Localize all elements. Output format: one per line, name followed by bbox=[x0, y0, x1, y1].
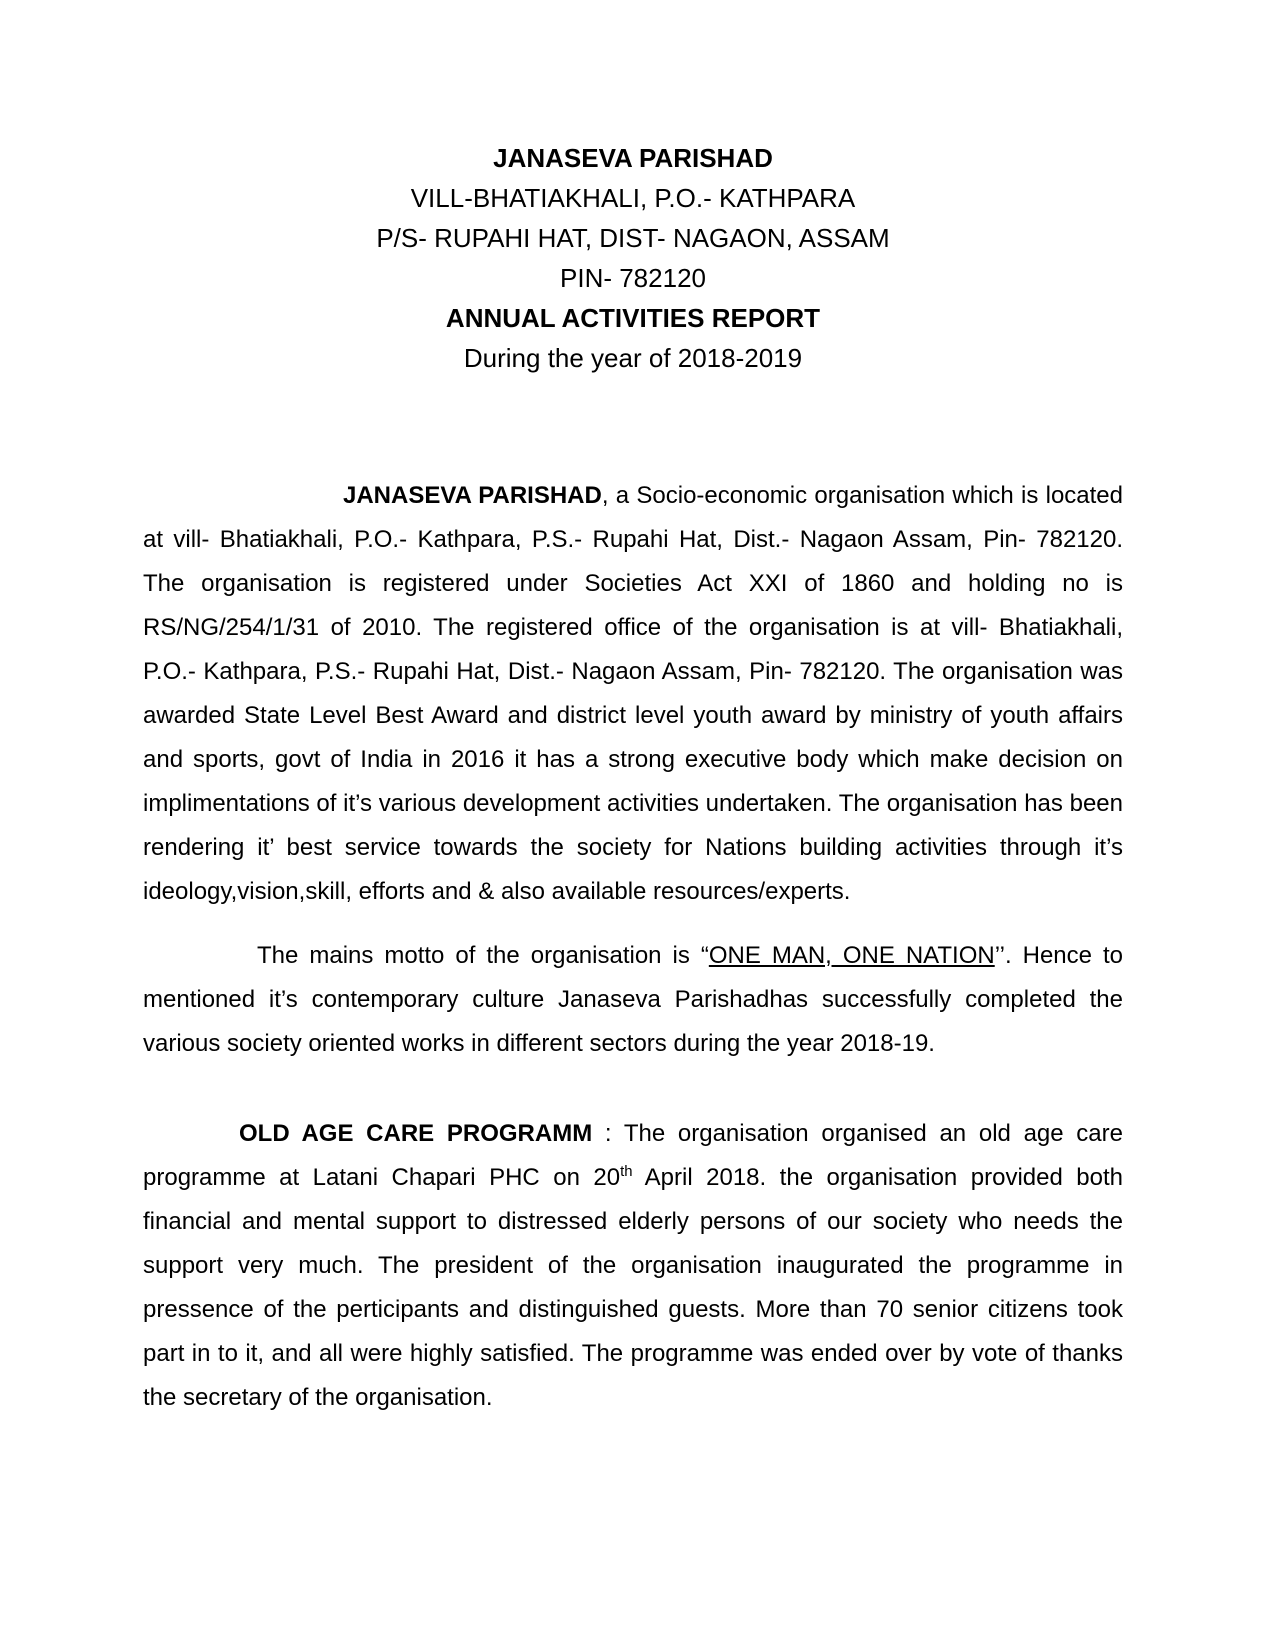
old-age-text-after-date: April 2018. the organisation provided both financial and mental support to distressed elderly persons of our society who needs the support very much. The president of the organisation inaugurated the programme in pressence of the perticipants and distinguished guests. More than 70 senior citizens took part in to it, and all were highly satisfied. The programme was ended over by vote of thanks the secretary of the organisation. bbox=[143, 1164, 1123, 1411]
motto-prefix-text: The mains motto of the organisation is “ bbox=[257, 942, 709, 969]
document-body bbox=[143, 474, 1123, 1420]
motto-suffix-text: ’’. Hence to mentioned it’s contemporary culture Janaseva Parishadhas successfully completed the various society oriented works in different sectors during the year 2018-19. bbox=[143, 942, 1123, 1057]
org-name: JANASEVA PARISHAD bbox=[493, 143, 773, 173]
report-period: During the year of 2018-2019 bbox=[463, 343, 803, 373]
motto-underlined-text: ONE MAN, ONE NATION bbox=[708, 942, 995, 969]
motto-paragraph bbox=[143, 934, 1123, 1066]
pin-line: PIN- 782120 bbox=[560, 263, 706, 293]
old-age-paragraph bbox=[143, 1112, 1123, 1420]
intro-bold-lead: JANASEVA PARISHAD bbox=[343, 482, 602, 509]
intro-paragraph bbox=[143, 474, 1123, 914]
intro-text: , a Socio-economic organisation which is located at vill- Bhatiakhali, P.O.- Kathpara, P.S.- Rupahi Hat, Dist.- Nagaon Assam, Pin- 782120. The organisation is registered under Societies Act XXI of 1860 and holding no is RS/NG/254/1/31 of 2010. The registered office of the organisation is at vill- Bhatiakhali, P.O.- Kathpara, P.S.- Rupahi Hat, Dist.- Nagaon Assam, Pin- 782120. The organisation was awarded State Level Best Award and district level youth award by ministry of youth affairs and sports, govt of India in 2016 it has a strong executive body which make decision on implimentations of it’s various development activities undertaken. The organisation has been rendering it’ best service towards the society for Nations building activities through it’s ideology,vision,skill, efforts and & also available resources/experts. bbox=[143, 482, 1124, 905]
old-age-heading: OLD AGE CARE PROGRAMM bbox=[239, 1120, 593, 1147]
document-header bbox=[143, 138, 1123, 378]
address-line-2: P/S- RUPAHI HAT, DIST- NAGAON, ASSAM bbox=[376, 223, 890, 253]
old-age-text-before-date: : The organisation organised an old age care programme at Latani Chapari PHC on 20 bbox=[143, 1120, 1123, 1191]
date-ordinal-superscript: th bbox=[620, 1164, 633, 1180]
report-title: ANNUAL ACTIVITIES REPORT bbox=[445, 303, 821, 333]
address-line-1: VILL-BHATIAKHALI, P.O.- KATHPARA bbox=[410, 183, 856, 213]
